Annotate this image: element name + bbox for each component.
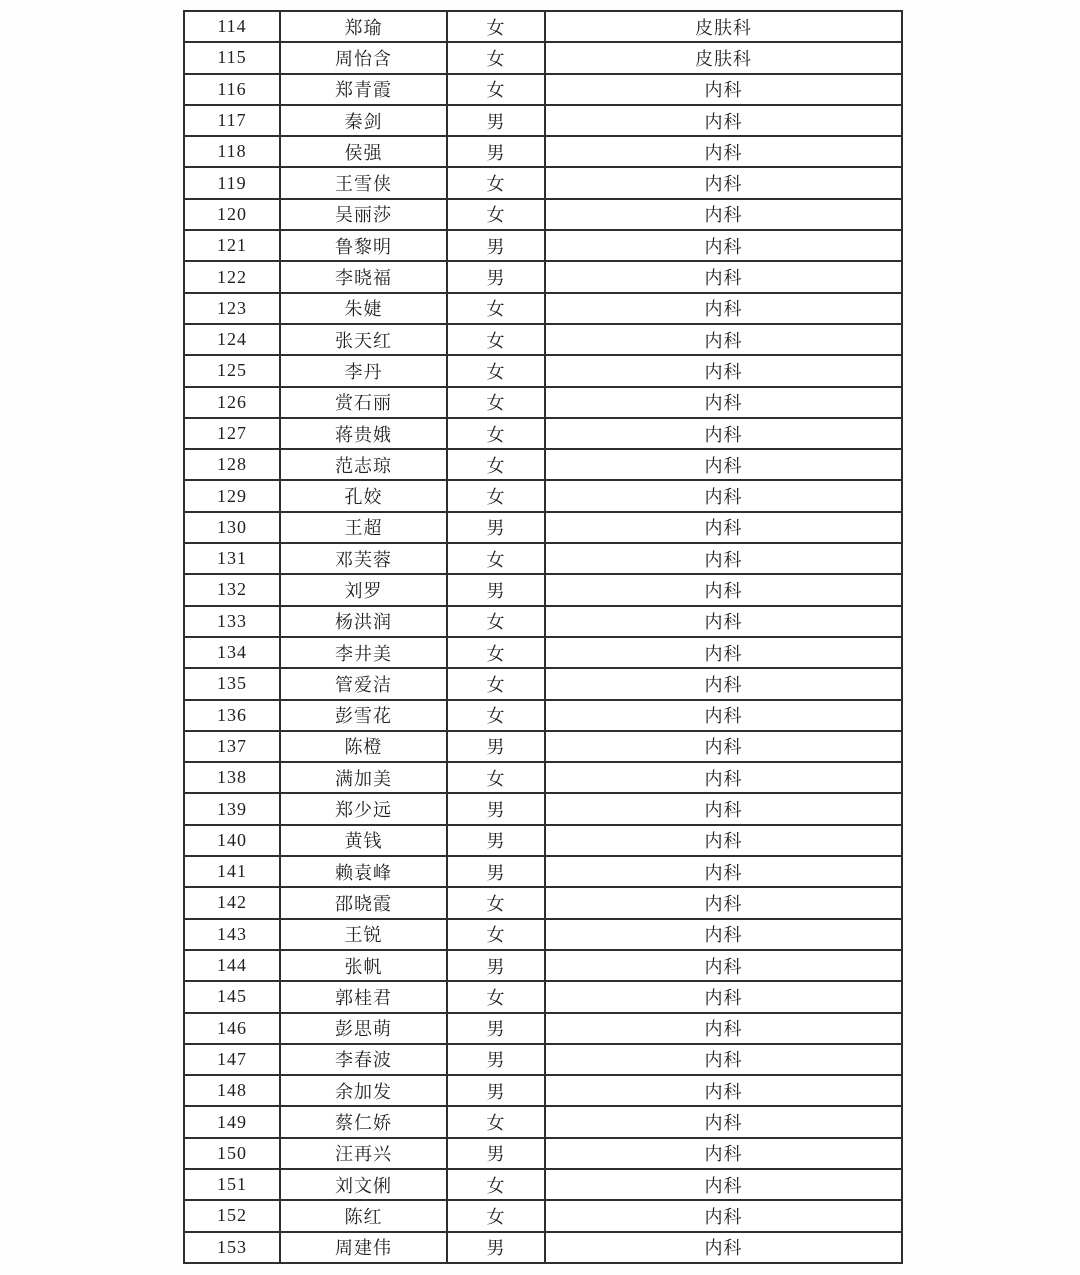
table-row: [184, 230, 902, 261]
name-cell: 周怡含: [280, 42, 447, 73]
department-cell: 内科: [545, 668, 902, 699]
table-row: [184, 762, 902, 793]
department-cell: 内科: [545, 1200, 902, 1231]
name-cell: 蒋贵娥: [280, 418, 447, 449]
table-row: [184, 1169, 902, 1200]
gender-cell: 女: [447, 668, 545, 699]
gender-cell: 男: [447, 856, 545, 887]
name-cell: 侯强: [280, 136, 447, 167]
table-row: [184, 1013, 902, 1044]
row-number-cell: 126: [184, 387, 280, 418]
name-cell: 范志琼: [280, 449, 447, 480]
department-cell: 内科: [545, 105, 902, 136]
gender-cell: 男: [447, 574, 545, 605]
table-row: [184, 355, 902, 386]
name-cell: 李晓福: [280, 261, 447, 292]
gender-cell: 男: [447, 1232, 545, 1263]
department-cell: 内科: [545, 606, 902, 637]
gender-cell: 男: [447, 1013, 545, 1044]
name-cell: 邵晓霞: [280, 887, 447, 918]
name-cell: 朱婕: [280, 293, 447, 324]
gender-cell: 女: [447, 293, 545, 324]
gender-cell: 男: [447, 825, 545, 856]
name-cell: 蔡仁娇: [280, 1106, 447, 1137]
department-cell: 内科: [545, 1106, 902, 1137]
department-cell: 内科: [545, 574, 902, 605]
table-row: [184, 105, 902, 136]
name-cell: 张天红: [280, 324, 447, 355]
table-row: [184, 293, 902, 324]
gender-cell: 女: [447, 199, 545, 230]
table-row: [184, 1200, 902, 1231]
name-cell: 赖袁峰: [280, 856, 447, 887]
row-number-cell: 146: [184, 1013, 280, 1044]
department-cell: 内科: [545, 825, 902, 856]
gender-cell: 女: [447, 418, 545, 449]
gender-cell: 女: [447, 700, 545, 731]
table-row: [184, 512, 902, 543]
table-row: [184, 543, 902, 574]
table-row: [184, 11, 902, 42]
name-cell: 陈红: [280, 1200, 447, 1231]
row-number-cell: 151: [184, 1169, 280, 1200]
row-number-cell: 114: [184, 11, 280, 42]
row-number-cell: 127: [184, 418, 280, 449]
gender-cell: 男: [447, 793, 545, 824]
gender-cell: 女: [447, 480, 545, 511]
table-row: [184, 136, 902, 167]
table-row: [184, 793, 902, 824]
table-row: [184, 1044, 902, 1075]
table-row: [184, 1075, 902, 1106]
name-cell: 郭桂君: [280, 981, 447, 1012]
name-cell: 彭雪花: [280, 700, 447, 731]
name-cell: 黄钱: [280, 825, 447, 856]
table-row: [184, 950, 902, 981]
name-cell: 管爱洁: [280, 668, 447, 699]
gender-cell: 女: [447, 919, 545, 950]
row-number-cell: 118: [184, 136, 280, 167]
name-cell: 吴丽莎: [280, 199, 447, 230]
table-row: [184, 74, 902, 105]
table-row: [184, 387, 902, 418]
row-number-cell: 153: [184, 1232, 280, 1263]
row-number-cell: 123: [184, 293, 280, 324]
table-row: [184, 856, 902, 887]
gender-cell: 女: [447, 355, 545, 386]
row-number-cell: 152: [184, 1200, 280, 1231]
department-cell: 内科: [545, 950, 902, 981]
department-cell: 内科: [545, 981, 902, 1012]
department-cell: 内科: [545, 1044, 902, 1075]
name-cell: 杨洪润: [280, 606, 447, 637]
department-cell: 内科: [545, 293, 902, 324]
table-row: [184, 418, 902, 449]
gender-cell: 女: [447, 1200, 545, 1231]
department-cell: 内科: [545, 637, 902, 668]
department-cell: 内科: [545, 1075, 902, 1106]
gender-cell: 男: [447, 136, 545, 167]
department-cell: 内科: [545, 199, 902, 230]
name-cell: 孔姣: [280, 480, 447, 511]
table-row: [184, 731, 902, 762]
gender-cell: 女: [447, 1106, 545, 1137]
row-number-cell: 124: [184, 324, 280, 355]
row-number-cell: 125: [184, 355, 280, 386]
name-cell: 周建伟: [280, 1232, 447, 1263]
staff-roster-table: [183, 10, 903, 1264]
department-cell: 内科: [545, 543, 902, 574]
department-cell: 内科: [545, 1138, 902, 1169]
department-cell: 内科: [545, 136, 902, 167]
name-cell: 刘文俐: [280, 1169, 447, 1200]
name-cell: 陈橙: [280, 731, 447, 762]
gender-cell: 女: [447, 762, 545, 793]
department-cell: 内科: [545, 324, 902, 355]
gender-cell: 女: [447, 387, 545, 418]
table-row: [184, 825, 902, 856]
table-row: [184, 42, 902, 73]
row-number-cell: 138: [184, 762, 280, 793]
name-cell: 秦剑: [280, 105, 447, 136]
gender-cell: 女: [447, 324, 545, 355]
department-cell: 内科: [545, 762, 902, 793]
table-row: [184, 1106, 902, 1137]
name-cell: 刘罗: [280, 574, 447, 605]
table-row: [184, 606, 902, 637]
department-cell: 内科: [545, 793, 902, 824]
row-number-cell: 119: [184, 167, 280, 198]
department-cell: 内科: [545, 230, 902, 261]
table-row: [184, 700, 902, 731]
gender-cell: 女: [447, 42, 545, 73]
gender-cell: 男: [447, 1044, 545, 1075]
row-number-cell: 121: [184, 230, 280, 261]
name-cell: 李春波: [280, 1044, 447, 1075]
row-number-cell: 136: [184, 700, 280, 731]
row-number-cell: 148: [184, 1075, 280, 1106]
gender-cell: 女: [447, 543, 545, 574]
gender-cell: 女: [447, 981, 545, 1012]
row-number-cell: 116: [184, 74, 280, 105]
department-cell: 内科: [545, 355, 902, 386]
gender-cell: 女: [447, 11, 545, 42]
row-number-cell: 128: [184, 449, 280, 480]
row-number-cell: 150: [184, 1138, 280, 1169]
department-cell: 内科: [545, 480, 902, 511]
gender-cell: 男: [447, 1138, 545, 1169]
gender-cell: 女: [447, 167, 545, 198]
row-number-cell: 115: [184, 42, 280, 73]
gender-cell: 女: [447, 449, 545, 480]
table-row: [184, 449, 902, 480]
name-cell: 赏石丽: [280, 387, 447, 418]
gender-cell: 男: [447, 950, 545, 981]
gender-cell: 女: [447, 637, 545, 668]
name-cell: 李丹: [280, 355, 447, 386]
row-number-cell: 131: [184, 543, 280, 574]
gender-cell: 女: [447, 1169, 545, 1200]
department-cell: 内科: [545, 919, 902, 950]
row-number-cell: 132: [184, 574, 280, 605]
name-cell: 鲁黎明: [280, 230, 447, 261]
table-row: [184, 637, 902, 668]
row-number-cell: 141: [184, 856, 280, 887]
table-row: [184, 668, 902, 699]
gender-cell: 男: [447, 230, 545, 261]
row-number-cell: 120: [184, 199, 280, 230]
name-cell: 汪再兴: [280, 1138, 447, 1169]
row-number-cell: 117: [184, 105, 280, 136]
department-cell: 皮肤科: [545, 11, 902, 42]
row-number-cell: 122: [184, 261, 280, 292]
staff-table-body: [184, 11, 902, 1263]
department-cell: 内科: [545, 261, 902, 292]
table-row: [184, 261, 902, 292]
table-row: [184, 1232, 902, 1263]
table-row: [184, 167, 902, 198]
table-row: [184, 919, 902, 950]
name-cell: 王锐: [280, 919, 447, 950]
row-number-cell: 129: [184, 480, 280, 511]
department-cell: 内科: [545, 74, 902, 105]
name-cell: 邓芙蓉: [280, 543, 447, 574]
department-cell: 内科: [545, 700, 902, 731]
gender-cell: 男: [447, 512, 545, 543]
row-number-cell: 140: [184, 825, 280, 856]
department-cell: 内科: [545, 167, 902, 198]
row-number-cell: 134: [184, 637, 280, 668]
table-row: [184, 480, 902, 511]
name-cell: 余加发: [280, 1075, 447, 1106]
department-cell: 内科: [545, 887, 902, 918]
department-cell: 内科: [545, 1013, 902, 1044]
gender-cell: 女: [447, 74, 545, 105]
name-cell: 郑瑜: [280, 11, 447, 42]
department-cell: 内科: [545, 418, 902, 449]
department-cell: 内科: [545, 387, 902, 418]
gender-cell: 男: [447, 261, 545, 292]
table-row: [184, 199, 902, 230]
row-number-cell: 143: [184, 919, 280, 950]
table-row: [184, 887, 902, 918]
gender-cell: 女: [447, 606, 545, 637]
row-number-cell: 144: [184, 950, 280, 981]
row-number-cell: 135: [184, 668, 280, 699]
row-number-cell: 147: [184, 1044, 280, 1075]
name-cell: 郑少远: [280, 793, 447, 824]
row-number-cell: 130: [184, 512, 280, 543]
name-cell: 彭思萌: [280, 1013, 447, 1044]
table-row: [184, 981, 902, 1012]
name-cell: 王超: [280, 512, 447, 543]
department-cell: 内科: [545, 1169, 902, 1200]
row-number-cell: 145: [184, 981, 280, 1012]
department-cell: 内科: [545, 512, 902, 543]
department-cell: 内科: [545, 731, 902, 762]
name-cell: 李井美: [280, 637, 447, 668]
name-cell: 满加美: [280, 762, 447, 793]
row-number-cell: 149: [184, 1106, 280, 1137]
row-number-cell: 137: [184, 731, 280, 762]
name-cell: 郑青霞: [280, 74, 447, 105]
department-cell: 皮肤科: [545, 42, 902, 73]
gender-cell: 男: [447, 105, 545, 136]
row-number-cell: 133: [184, 606, 280, 637]
row-number-cell: 139: [184, 793, 280, 824]
department-cell: 内科: [545, 449, 902, 480]
department-cell: 内科: [545, 856, 902, 887]
gender-cell: 女: [447, 887, 545, 918]
department-cell: 内科: [545, 1232, 902, 1263]
table-row: [184, 324, 902, 355]
table-row: [184, 574, 902, 605]
gender-cell: 男: [447, 1075, 545, 1106]
gender-cell: 男: [447, 731, 545, 762]
row-number-cell: 142: [184, 887, 280, 918]
table-row: [184, 1138, 902, 1169]
name-cell: 王雪侠: [280, 167, 447, 198]
name-cell: 张帆: [280, 950, 447, 981]
